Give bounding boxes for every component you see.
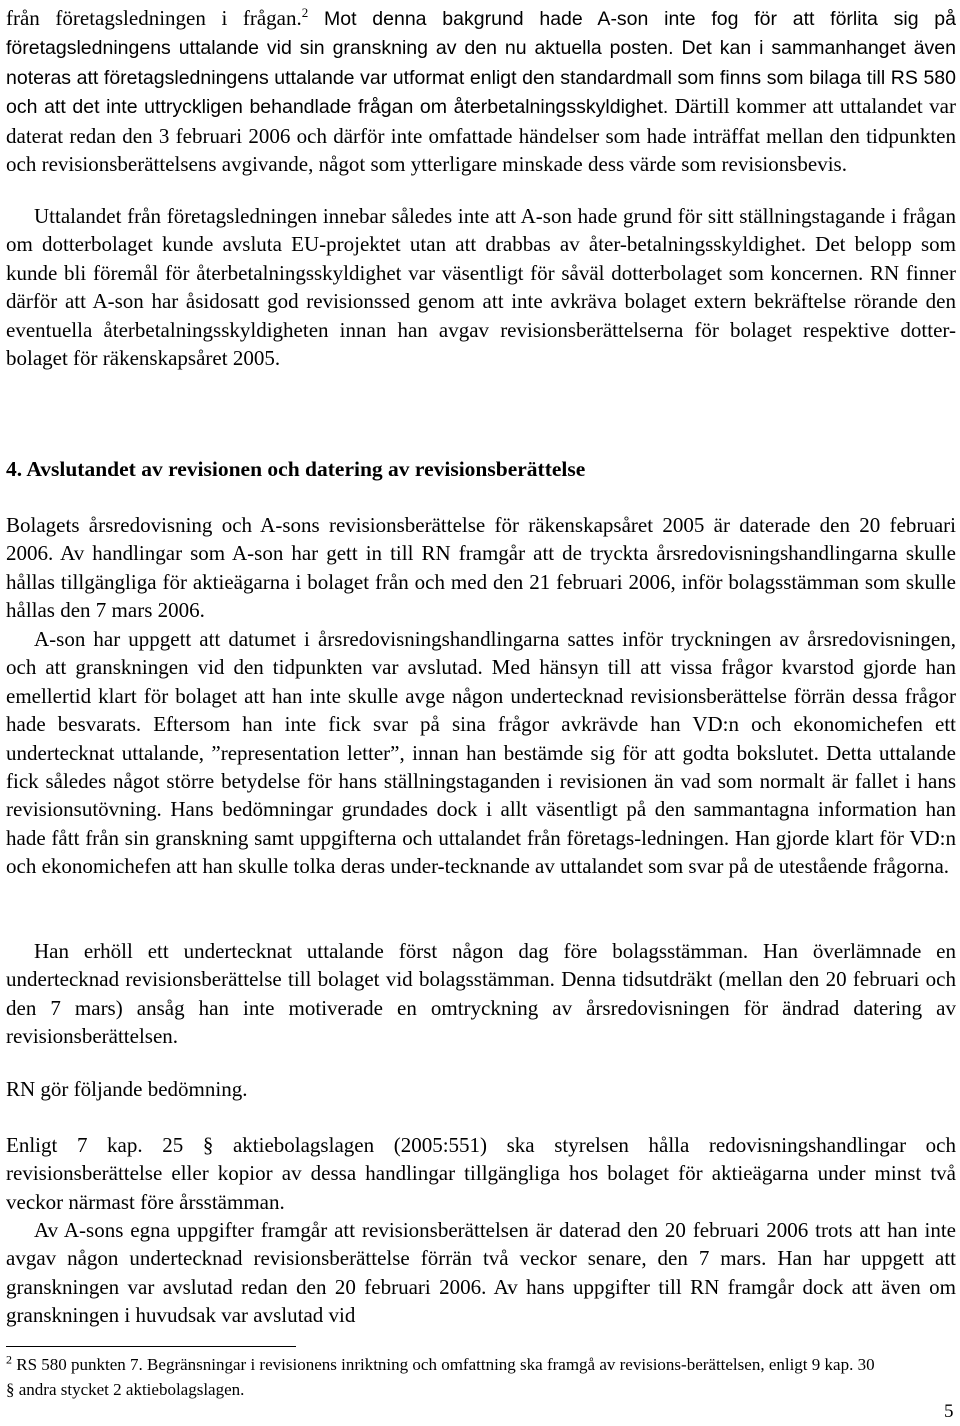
footnote — [6, 1352, 876, 1402]
section-heading: 4. Avslutandet av revisionen och datering av revisionsberättelse — [6, 457, 586, 481]
footnote-reference: 2 — [301, 5, 309, 20]
paragraph-3: Bolagets årsredovisning och A-sons revisionsberättelse för räkenskapsåret 2005 är daterade den 20 februari 2006. Av handlingar som A-son har gett in till RN framgår att de tryckta årsredovisningshandlingarna skulle hållas tillgängliga för aktieägarna i bolaget från och med den 21 februari 2006, inför bolagsstämman som skulle hållas den 7 mars 2006. — [6, 513, 956, 623]
paragraph-8: Av A-sons egna uppgifter framgår att revisionsberättelsen är daterad den 20 februari 2006 trots att han inte avgav någon undertecknad revisionsberättelse förrän två veckor senare, den 7 mars. Han har uppgett att granskningen var avslutad redan den 20 februari 2006. Av hans uppgifter till RN framgår dock att även om granskningen i huvudsak var avslutad vid — [6, 1218, 956, 1328]
paragraph-1-middle: Mot denna bakgrund hade A-son inte fog för att förlita sig på företagsledningens uttalande vid sin granskning av den nu aktuella posten. Det kan i sammanhanget även noteras att företagsledningens uttalande var utformat enligt den standardmall som finns som bilaga till RS 580 och att det inte uttryckligen behandlade frågan om återbetalningsskyldighet. — [6, 8, 957, 119]
paragraph-7: Enligt 7 kap. 25 § aktiebolagslagen (2005:551) ska styrelsen hålla redovisningshandlingar och revisionsberättelse eller kopior av dessa handlingar tillgängliga hos bolaget för aktieägarna under minst två veckor närmast före årsstämman. — [6, 1133, 956, 1214]
paragraph-1 — [6, 4, 956, 178]
paragraph-6: RN gör följande bedömning. — [6, 1077, 248, 1101]
footnote-text: RS 580 punkten 7. Begränsningar i revisionens inriktning och omfattning ska framgå av revisions-berättelsen, enligt 9 kap. 30 § andra stycket 2 aktiebolagslagen. — [6, 1355, 875, 1399]
paragraph-1-start: från företagsledningen i frågan. — [6, 6, 302, 30]
paragraph-2: Uttalandet från företagsledningen innebar således inte att A-son hade grund för sitt ställningstagande i frågan om dotterbolaget kunde avsluta EU-projektet utan att drabbas av åter-betalningsskyldighet. Det belopp som kunde bli föremål för återbetalningsskyldighet var väsentligt för såväl dotterbolaget som koncernen. RN finner därför att A-son har åsidosatt god revisionssed genom att inte avkräva bolaget extern bekräftelse rörande den eventuella återbetalningsskyldigheten innan han avgav revisionsberättelserna för bolaget respektive dotter-bolaget för räkenskapsåret 2005. — [6, 204, 956, 371]
paragraph-5: Han erhöll ett undertecknat uttalande först någon dag före bolagsstämman. Han överlämnade en undertecknad revisionsberättelse till bolaget vid bolagsstämman. Denna tidsutdräkt (mellan den 20 februari och den 7 mars) ansåg han inte motiverade en omtryckning av årsredovisningen för ändrad datering av revisionsberättelsen. — [6, 939, 956, 1049]
paragraph-4: A-son har uppgett att datumet i årsredovisningshandlingarna sattes inför tryckningen av årsredovisningen, och att granskningen vid den tidpunkten var avslutad. Med hänsyn till att vissa frågor kvarstod gjorde han emellertid klart för bolaget att han inte skulle avge någon undertecknad revisionsberättelse förrän dessa frågor hade besvarats. Eftersom han inte fick svar på sina frågor avkrävde han VD:n och ekonomichefen ett undertecknat uttalande, ”representation letter”, innan han bestämde sig för att godta bokslutet. Detta uttalande fick således något större betydelse för hans ställningstaganden i revisionen än vad som normalt är fallet i hans revisionsutövning. Hans bedömningar grundades dock i allt väsentligt på den sammantagna information han hade fått från sin granskning samt uppgifterna och uttalandet från företags-ledningen. Han gjorde klart för VD:n och ekonomichefen att han skulle tolka deras under-tecknande av uttalandet som svar på de utestående frågorna. — [6, 627, 956, 879]
page-number: 5 — [944, 1401, 954, 1422]
paragraph-1-end: Därtill kommer att uttalandet var daterat redan den 3 februari 2006 och därför inte omfattade händelser som hade inträffat mellan den tidpunkten och revisionsberättelsens avgivande, något som ytterligare minskade dess värde som revisionsbevis. — [6, 94, 956, 177]
footnote-number: 2 — [6, 1352, 12, 1367]
footnote-divider — [6, 1346, 296, 1347]
